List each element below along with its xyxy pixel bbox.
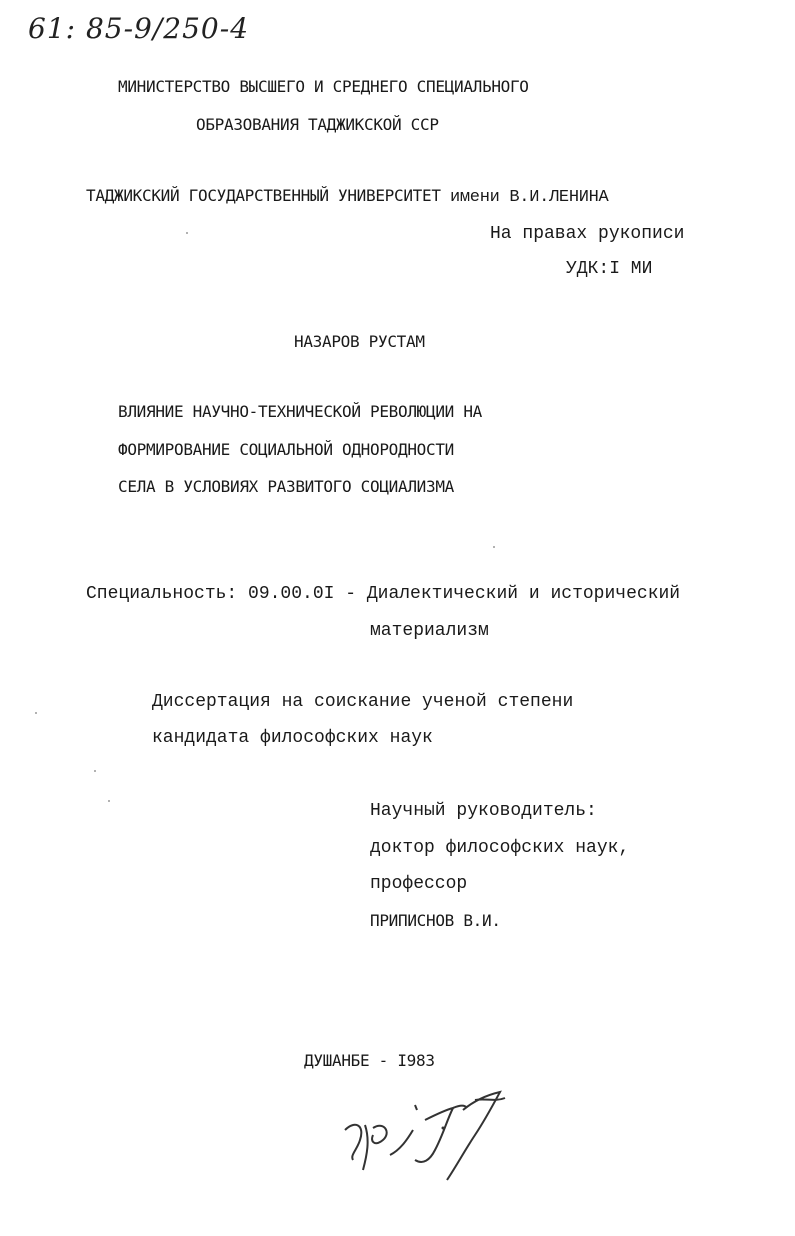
supervisor-line-2: доктор философских наук, [370, 838, 630, 858]
manuscript-rights: На правах рукописи [490, 224, 685, 244]
scan-speck [108, 800, 110, 802]
specialty-line-2: материализм [370, 621, 489, 641]
dissertation-line-1: Диссертация на соискание ученой степени [152, 692, 574, 712]
title-line-3: СЕЛА В УСЛОВИЯХ РАЗВИТОГО СОЦИАЛИЗМА [118, 477, 454, 496]
title-line-1: ВЛИЯНИЕ НАУЧНО-ТЕХНИЧЕСКОЙ РЕВОЛЮЦИИ НА [118, 402, 482, 421]
supervisor-line-3: профессор [370, 874, 468, 894]
handwritten-signature [335, 1080, 515, 1190]
title-line-2: ФОРМИРОВАНИЕ СОЦИАЛЬНОЙ ОДНОРОДНОСТИ [118, 440, 454, 459]
scan-speck [186, 232, 188, 234]
scan-speck [493, 546, 495, 548]
archive-code-handwritten: 61: 85-9/250-4 [28, 12, 250, 45]
university-name [86, 186, 608, 208]
scan-speck [35, 712, 37, 714]
dissertation-line-2: кандидата философских наук [152, 728, 433, 748]
specialty-line-1: Специальность: 09.00.0I - Диалектический и исторический [86, 584, 681, 604]
university-suffix: имени В.И.ЛЕНИНА [450, 188, 609, 207]
university-name-text: ТАДЖИКСКИЙ ГОСУДАРСТВЕННЫЙ УНИВЕРСИТЕТ [86, 186, 441, 205]
place-and-year: ДУШАНБЕ - I983 [304, 1051, 435, 1070]
ministry-line-1: МИНИСТЕРСТВО ВЫСШЕГО И СРЕДНЕГО СПЕЦИАЛЬНОГО [118, 77, 529, 96]
scan-speck [94, 770, 96, 772]
supervisor-name: ПРИПИСНОВ В.И. [370, 911, 501, 930]
udk-code: УДК:I МИ [566, 259, 653, 279]
supervisor-line-1: Научный руководитель: [370, 801, 597, 821]
ministry-line-2: ОБРАЗОВАНИЯ ТАДЖИКСКОЙ ССР [196, 115, 439, 134]
author-name: НАЗАРОВ РУСТАМ [294, 332, 425, 351]
